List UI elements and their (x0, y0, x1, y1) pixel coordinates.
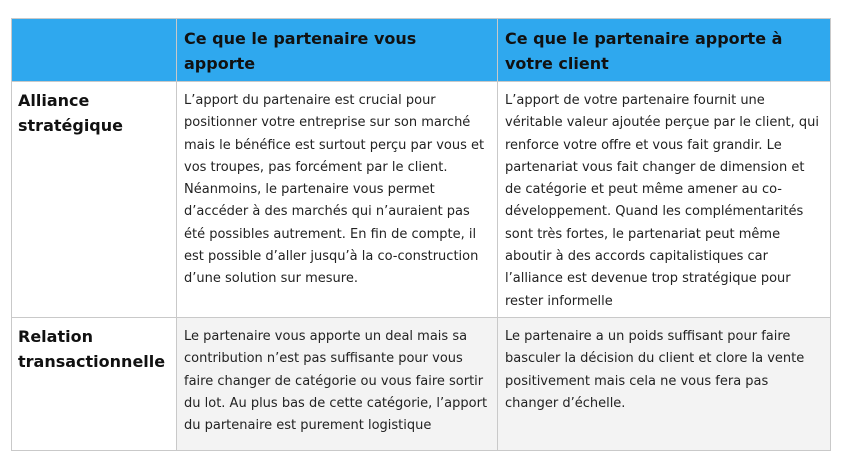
table-row (12, 82, 831, 318)
header-corner-cell (12, 19, 177, 82)
cell-relation-to-you: Le partenaire vous apporte un deal mais sa contribution n’est pas suffisante pour vous faire changer de catégorie ou vous faire sortir du lot. Au plus bas de cette catégorie, l’apport du partenaire est purement logistique (177, 317, 498, 450)
partnership-comparison-table (11, 18, 831, 451)
table-row (12, 317, 831, 450)
table-header-row (12, 19, 831, 82)
comparison-table-container (11, 18, 830, 451)
row-label-alliance: Alliance stratégique (12, 82, 177, 318)
row-label-relation: Relation transactionnelle (12, 317, 177, 450)
header-partner-brings-you: Ce que le partenaire vous apporte (177, 19, 498, 82)
cell-alliance-to-client: L’apport de votre partenaire fournit une véritable valeur ajoutée perçue par le client, qui renforce votre offre et vous fait grandir. Le partenariat vous fait changer de dimension et de catégorie et peut même amener au co-développement. Quand les complémentarités sont très fortes, le partenariat peut même aboutir à des accords capitalistiques car l’alliance est devenue trop stratégique pour rester informelle (498, 82, 831, 318)
cell-relation-to-client: Le partenaire a un poids suffisant pour faire basculer la décision du client et clore la vente positivement mais cela ne vous fera pas changer d’échelle. (498, 317, 831, 450)
header-partner-brings-client: Ce que le partenaire apporte à votre client (498, 19, 831, 82)
cell-alliance-to-you: L’apport du partenaire est crucial pour positionner votre entreprise sur son marché mais le bénéfice est surtout perçu par vous et vos troupes, pas forcément par le client. Néanmoins, le partenaire vous permet d’accéder à des marchés qui n’auraient pas été possibles autrement. En fin de compte, il est possible d’aller jusqu’à la co-construction d’une solution sur mesure. (177, 82, 498, 318)
